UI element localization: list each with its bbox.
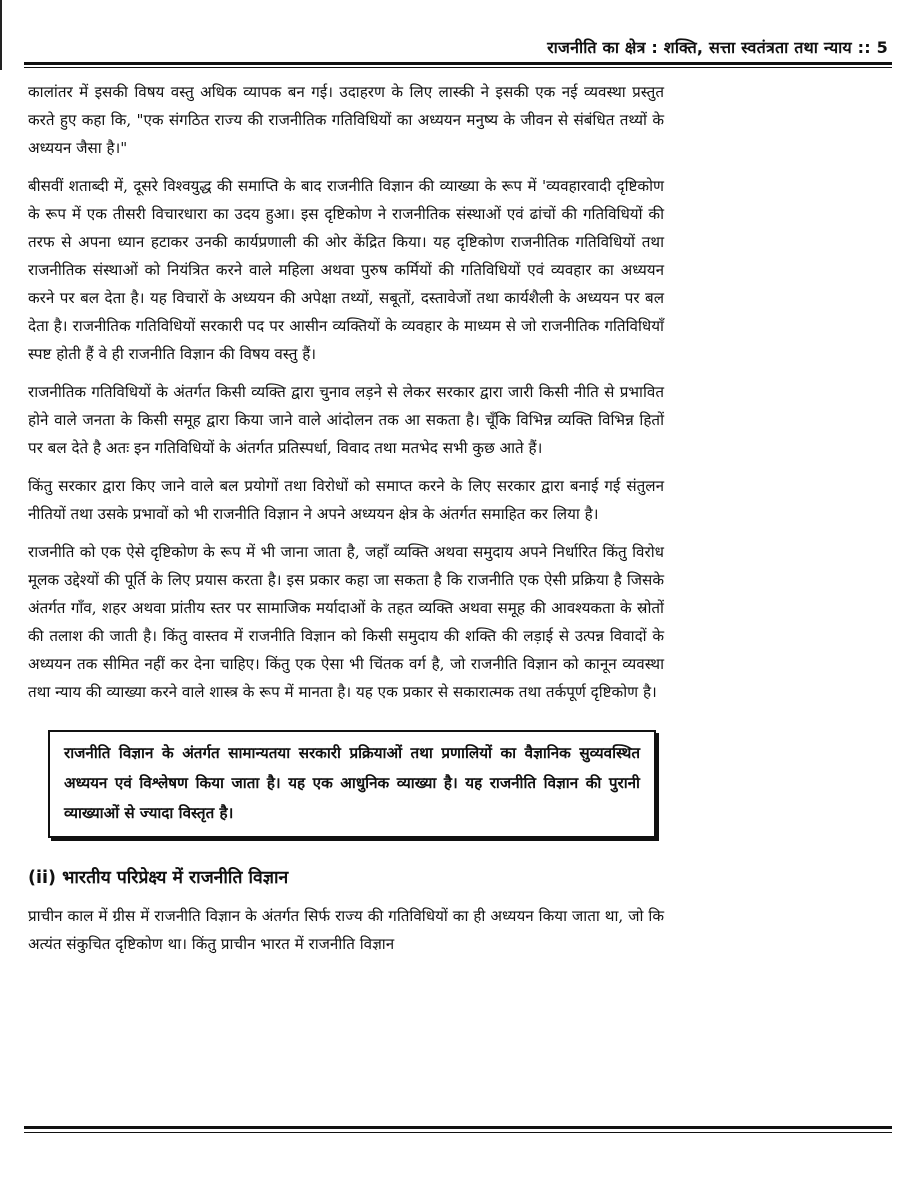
body-paragraph-5: राजनीति को एक ऐसे दृष्टिकोण के रूप में भी जाना जाता है, जहाँ व्यक्ति अथवा समुदाय अपने निर्धारित किंतु विरोध मूलक उद्देश्यों की पूर्ति के लिए प्रयास करता है। इस प्रकार कहा जा सकता है कि राजनीति एक ऐसी प्रक्रिया है जिसके अंतर्गत गाँव, शहर अथवा प्रांतीय स्तर पर सामाजिक मर्यादाओं के तहत व्यक्ति अथवा समूह की आवश्यकता के स्रोतों की तलाश की जाती है। किंतु वास्तव में राजनीति विज्ञान को किसी समुदाय की शक्ति की लड़ाई से उत्पन्न विवादों के अध्ययन तक सीमित नहीं कर देना चाहिए। किंतु एक ऐसा भी चिंतक वर्ग है, जो राजनीति विज्ञान को कानून व्यवस्था तथा न्याय की व्याख्या करने वाले शास्त्र के रूप में मानता है। यह एक प्रकार से सकारात्मक तथा तर्कपूर्ण दृष्टिकोण है। [28, 543, 664, 701]
page-content [28, 78, 664, 968]
body-paragraph-1: कालांतर में इसकी विषय वस्तु अधिक व्यापक बन गई। उदाहरण के लिए लास्की ने इसकी एक नई व्यवस्था प्रस्तुत करते हुए कहा कि, "एक संगठित राज्य की राजनीतिक गतिविधियों का अध्ययन मनुष्य के जीवन से संबंधित तथ्यों के अध्ययन जैसा है।" [28, 83, 664, 157]
highlight-box: राजनीति विज्ञान के अंतर्गत सामान्यतया सरकारी प्रक्रियाओं तथा प्रणालियों का वैज्ञानिक सुव्यवस्थित अध्ययन एवं विश्लेषण किया जाता है। यह एक आधुनिक व्याख्या है। यह राजनीति विज्ञान की पुरानी व्याख्याओं से ज्यादा विस्तृत है। [48, 730, 656, 838]
body-paragraph-2: बीसवीं शताब्दी में, दूसरे विश्वयुद्ध की समाप्ति के बाद राजनीति विज्ञान की व्याख्या के रूप में 'व्यवहारवादी दृष्टिकोण के रूप में एक तीसरी विचारधारा का उदय हुआ। इस दृष्टिकोण ने राजनीतिक संस्थाओं एवं ढांचों की गतिविधियों की तरफ से अपना ध्यान हटाकर उनकी कार्यप्रणाली की ओर केंद्रित किया। यह दृष्टिकोण राजनीतिक गतिविधियों तथा राजनीतिक संस्थाओं को नियंत्रित करने वाले महिला अथवा पुरुष कर्मियों की गतिविधियों एवं व्यवहार का अध्ययन करने पर बल देता है। यह विचारों के अध्ययन की अपेक्षा तथ्यों, सबूतों, दस्तावेजों तथा कार्यशैली के अध्ययन पर बल देता है। राजनीतिक गतिविधियों सरकारी पद पर आसीन व्यक्तियों के व्यवहार के माध्यम से जो राजनीतिक गतिविधियाँ स्पष्ट होती हैं वे ही राजनीति विज्ञान की विषय वस्तु हैं। [28, 177, 664, 363]
header-rule [24, 62, 892, 65]
page-edge-mark [0, 0, 2, 70]
footer-rule-thin [24, 1132, 892, 1133]
footer-rule [24, 1126, 892, 1129]
body-paragraph-3: राजनीतिक गतिविधियों के अंतर्गत किसी व्यक्ति द्वारा चुनाव लड़ने से लेकर सरकार द्वारा जारी किसी नीति से प्रभावित होने वाले जनता के किसी समूह द्वारा किया जाने वाले आंदोलन तक आ सकता है। चूँकि विभिन्न व्यक्ति विभिन्न हितों पर बल देते है अतः इन गतिविधियों के अंतर्गत प्रतिस्पर्धा, विवाद तथा मतभेद सभी कुछ आते हैं। [28, 383, 664, 457]
running-header: राजनीति का क्षेत्र : शक्ति, सत्ता स्वतंत्रता तथा न्याय :: 5 [547, 38, 888, 57]
header-rule-thin [24, 67, 892, 68]
section-paragraph: प्राचीन काल में ग्रीस में राजनीति विज्ञान के अंतर्गत सिर्फ राज्य की गतिविधियों का ही अध्ययन किया जाता था, जो कि अत्यंत संकुचित दृष्टिकोण था। किंतु प्राचीन भारत में राजनीति विज्ञान [28, 907, 664, 953]
section-heading: (ii) भारतीय परिप्रेक्ष्य में राजनीति विज्ञान [28, 868, 289, 888]
body-paragraph-4: किंतु सरकार द्वारा किए जाने वाले बल प्रयोगों तथा विरोधों को समाप्त करने के लिए सरकार द्वारा बनाई गई संतुलन नीतियों तथा उसके प्रभावों को भी राजनीति विज्ञान ने अपने अध्ययन क्षेत्र के अंतर्गत समाहित कर लिया है। [28, 477, 664, 523]
